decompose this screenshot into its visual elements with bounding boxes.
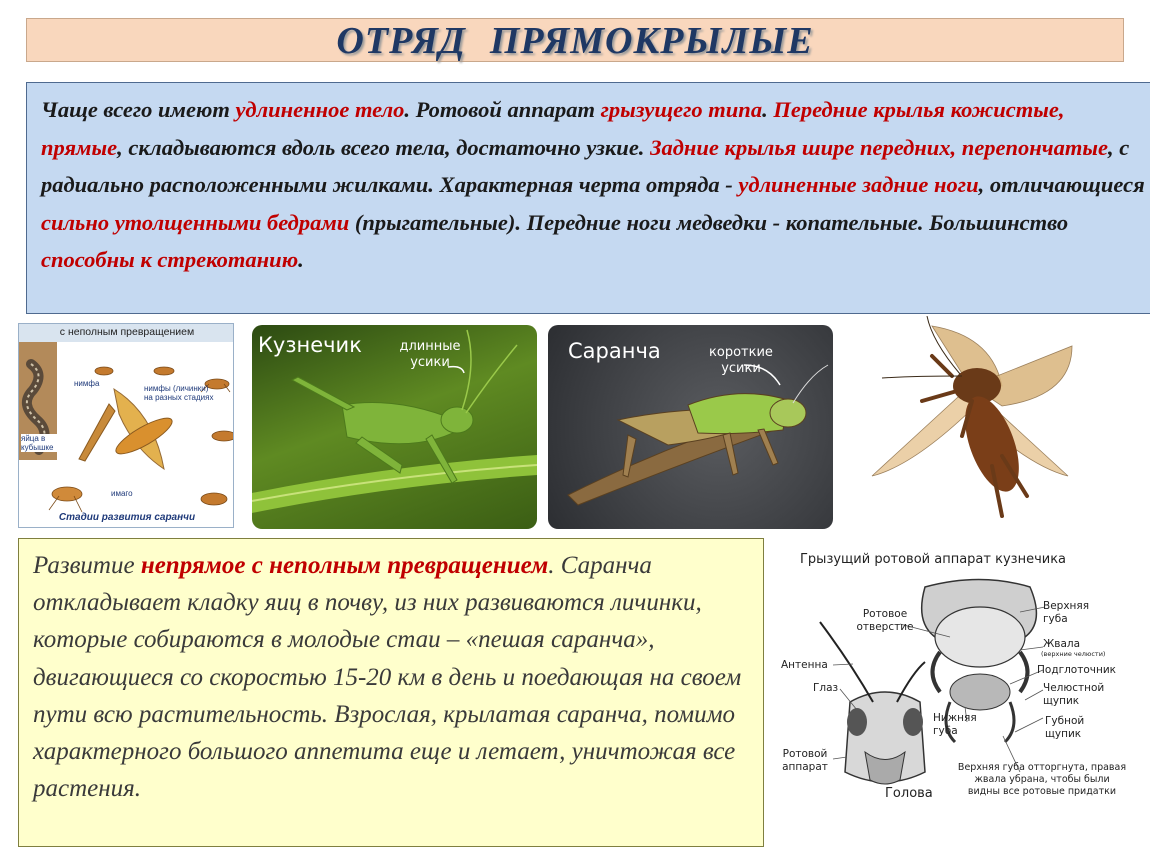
description-segment: (прыгательные). Передние ноги медведки - копательные. Большинство [349,209,1069,235]
title-word-orthoptera: ПРЯМОКРЫЛЫЕ [489,20,814,62]
label-head: Голова [885,786,933,801]
description-segment: Передние крылья кожистые, прямые [41,97,1065,160]
label-imago: имаго [111,489,133,498]
grasshopper-name: Кузнечик [258,333,362,357]
description-segment: , складываются вдоль всего тела, достаточно узкие. [117,134,651,160]
description-segment: . [762,97,774,122]
title-word-order: ОТРЯД [336,20,466,62]
label-labial-palp: Губной щупик [1045,715,1085,740]
mouthparts-diagram [775,542,1133,852]
diagram-title: Грызущий ротовой аппарат кузнечика [800,552,1067,567]
order-description [26,82,1150,314]
label-eggs: яйца в кубышке [21,434,61,452]
development-description [18,538,764,847]
description-segment: Чаще всего имеют [41,97,236,122]
locust-stages-image [18,323,234,528]
description-segment: , с радиально расположенными жилками. Характерная черта отряда - [41,134,1130,197]
development-segment: Развитие [33,552,141,579]
description-segment: способны к стрекотанию [41,247,299,272]
description-segment: . [298,247,304,272]
stages-header: с неполным превращением [59,326,195,338]
locust-name: Саранча [568,339,661,363]
locust-note: короткие усики [709,345,773,376]
page-title [26,18,1124,62]
locust-photo [548,325,833,529]
grasshopper-photo [252,325,537,529]
label-nymphs: нимфы (личинки) на разных стадиях [144,384,214,402]
description-segment: , отличающиеся [978,172,1145,197]
label-hypopharynx: Подглоточник [1037,664,1117,676]
development-segment: . Саранча откладывает кладку яиц в почву, из них развиваются личинки, которые собираются в молодые стаи – «пешая саранча», двигающиеся со скоростью 15-20 км в день и поедающая на своем пути всю растительность. Взрослая, крылатая саранча, помимо характерного большого аппетита еще и летает, уничтожая все растения. [33,552,742,803]
stages-caption: Стадии развития саранчи [58,512,196,523]
diagram-note: Верхняя губа отторгнута, правая жвала убрана, чтобы были видны все ротовые придатки [957,762,1127,797]
description-segment: удлиненные задние ноги [738,172,979,197]
grasshopper-note: длинные усики [399,339,461,370]
description-segment: удлиненное тело [235,97,405,122]
label-mandibles: Жвала [1043,638,1081,650]
label-nymph: нимфа [74,379,100,388]
label-eye: Глаз [813,682,839,694]
label-lower-lip: Нижняя губа [933,712,977,737]
development-segment: непрямое с неполным превращением [140,552,549,579]
description-segment: . Ротовой аппарат [404,97,601,122]
label-mandibles-sub: (верхние челюсти) [1041,650,1106,658]
description-segment: Задние крылья шире передних, перепончатые [650,134,1108,160]
label-upper-lip: Верхняя губа [1043,600,1090,625]
label-antenna: Антенна [781,659,828,671]
mole-cricket-image [852,316,1088,536]
label-maxillary-palp: Челюстной щупик [1043,682,1105,707]
description-segment: сильно утолщенными бедрами [41,209,350,235]
label-mouth-opening: Ротовое отверстие [856,608,914,633]
label-mouthparts: Ротовой аппарат [782,748,828,773]
description-segment: грызущего типа [600,97,763,122]
